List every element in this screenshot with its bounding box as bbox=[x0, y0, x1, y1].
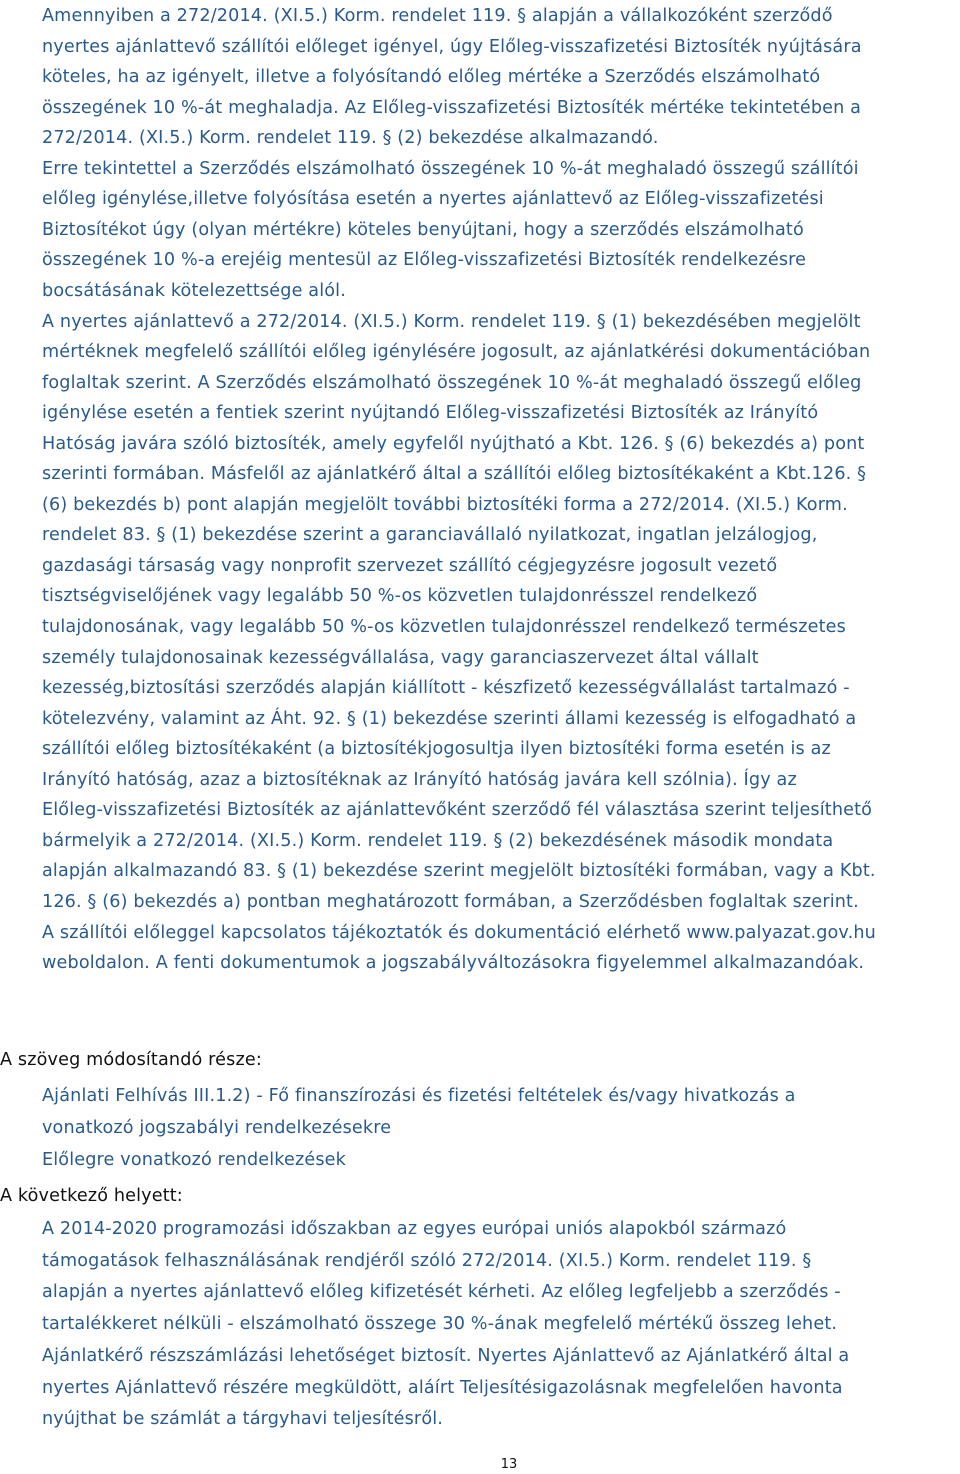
text-line: bármelyik a 272/2014. (XI.5.) Korm. rendelet 119. § (2) bekezdésének második mondata bbox=[42, 830, 834, 851]
text-line: köteles, ha az igényelt, illetve a folyósítandó előleg mértéke a Szerződés elszámolható bbox=[42, 67, 821, 88]
text-line: 126. § (6) bekezdés a) pontban meghatározott formában, a Szerződésben foglaltak szerint. bbox=[42, 891, 859, 912]
text-line: 272/2014. (XI.5.) Korm. rendelet 119. § (2) bekezdése alkalmazandó. bbox=[42, 128, 659, 149]
text-line: foglaltak szerint. A Szerződés elszámolható összegének 10 %-át meghaladó összegű előleg bbox=[42, 372, 862, 393]
text-line: Hatóság javára szóló biztosíték, amely egyfelől nyújtható a Kbt. 126. § (6) bekezdés a) pont bbox=[42, 433, 865, 454]
text-line: A 2014-2020 programozási időszakban az egyes európai uniós alapokból származó bbox=[42, 1219, 787, 1239]
text-line: mértéknek megfelelő szállítói előleg igénylésére jogosult, az ajánlatkérési dokumentációban bbox=[42, 342, 871, 363]
page-number: 13 bbox=[500, 1457, 518, 1472]
text-line: gazdasági társaság vagy nonprofit szervezet szállító cégjegyzésre jogosult vezető bbox=[42, 555, 778, 576]
text-line: Előleg-visszafizetési Biztosíték az ajánlattevőként szerződő fél választása szerint teljesíthető bbox=[42, 800, 873, 821]
text-line: tulajdonosának, vagy legalább 50 %-os közvetlen tulajdonrésszel rendelkező természetes bbox=[42, 617, 846, 637]
text-line: rendelet 83. § (1) bekezdése szerint a garanciavállaló nyilatkozat, ingatlan jelzálogjog, bbox=[42, 525, 818, 546]
text-line: alapján a nyertes ajánlattevő előleg kifizetését kérheti. Az előleg legfeljebb a szerződés - bbox=[42, 1282, 841, 1303]
text-line: weboldalon. A fenti dokumentumok a jogszabályváltozásokra figyelemmel alkalmazandóak. bbox=[42, 953, 865, 974]
text-line: nyújthat be számlát a tárgyhavi teljesítésről. bbox=[42, 1409, 444, 1430]
text-line: alapján alkalmazandó 83. § (1) bekezdése szerint megjelölt biztosítéki formában, vagy a Kbt. bbox=[42, 861, 876, 882]
text-line: összegének 10 %-a erejéig mentesül az Előleg-visszafizetési Biztosíték rendelkezésre bbox=[42, 250, 807, 271]
text-line: nyertes Ajánlattevő részére megküldött, aláírt Teljesítésigazolásnak megfelelően havonta bbox=[42, 1377, 843, 1398]
text-line: A nyertes ajánlattevő a 272/2014. (XI.5.) Korm. rendelet 119. § (1) bekezdésében megjelölt bbox=[42, 311, 861, 332]
text-line: Erre tekintettel a Szerződés elszámolható összegének 10 %-át meghaladó összegű szállítói bbox=[42, 158, 859, 179]
text-line: személy tulajdonosainak kezességvállalása, vagy garanciaszervezet által vállalt bbox=[42, 647, 759, 668]
text-line: Előlegre vonatkozó rendelkezések bbox=[42, 1150, 346, 1170]
text-line: Ajánlati Felhívás III.1.2) - Fő finanszírozási és fizetési feltételek és/vagy hivatkozás a bbox=[42, 1086, 796, 1106]
text-line: szerinti formában. Másfelől az ajánlatkérő által a szállítói előleg biztosítékaként a Kbt.126. § bbox=[42, 464, 867, 485]
modify-heading: A szöveg módosítandó része: bbox=[0, 1050, 262, 1070]
text-line: előleg igénylése,illetve folyósítása esetén a nyertes ajánlattevő az Előleg-visszafizetési bbox=[42, 189, 824, 210]
text-line: szállítói előleg biztosítékaként (a biztosítékjogosultja ilyen biztosítéki forma esetén is az bbox=[42, 739, 831, 760]
text-line: bocsátásának kötelezettsége alól. bbox=[42, 280, 346, 301]
text-line: kötelezvény, valamint az Áht. 92. § (1) bekezdése szerinti állami kezesség is elfogadható a bbox=[42, 708, 857, 729]
text-line: tisztségviselőjének vagy legalább 50 %-os közvetlen tulajdonrésszel rendelkező bbox=[42, 586, 758, 607]
text-line: vonatkozó jogszabályi rendelkezésekre bbox=[42, 1118, 392, 1138]
text-line: Ajánlatkérő részszámlázási lehetőséget biztosít. Nyertes Ajánlattevő az Ajánlatkérő által a bbox=[42, 1345, 850, 1366]
text-line: (6) bekezdés b) pont alapján megjelölt további biztosítéki forma a 272/2014. (XI.5.) Korm. bbox=[42, 494, 848, 515]
text-line: Amennyiben a 272/2014. (XI.5.) Korm. rendelet 119. § alapján a vállalkozóként szerződő bbox=[42, 6, 833, 26]
text-line: Biztosítékot úgy (olyan mértékre) köteles benyújtani, hogy a szerződés elszámolható bbox=[42, 219, 804, 240]
text-line: igénylése esetén a fentiek szerint nyújtandó Előleg-visszafizetési Biztosíték az Irányító bbox=[42, 403, 819, 424]
text-line: Irányító hatóság, azaz a biztosítéknak az Irányító hatóság javára kell szólnia). Így az bbox=[42, 769, 797, 790]
instead-heading: A következő helyett: bbox=[0, 1186, 183, 1206]
text-line: kezesség,biztosítási szerződés alapján kiállított - készfizető kezességvállalást tartalmazó - bbox=[42, 678, 850, 699]
text-line: támogatások felhasználásának rendjéről szóló 272/2014. (XI.5.) Korm. rendelet 119. § bbox=[42, 1250, 812, 1271]
text-line: tartalékkeret nélküli - elszámolható összege 30 %-ának megfelelő mértékű összeg lehet. bbox=[42, 1314, 838, 1335]
text-line: nyertes ajánlattevő szállítói előleget igényel, úgy Előleg-visszafizetési Biztosíték nyújtására bbox=[42, 36, 862, 57]
text-line: összegének 10 %-át meghaladja. Az Előleg-visszafizetési Biztosíték mértéke tekintetében a bbox=[42, 97, 862, 118]
text-line: A szállítói előleggel kapcsolatos tájékoztatók és dokumentáció elérhető www.palyazat.gov.hu bbox=[42, 922, 876, 943]
